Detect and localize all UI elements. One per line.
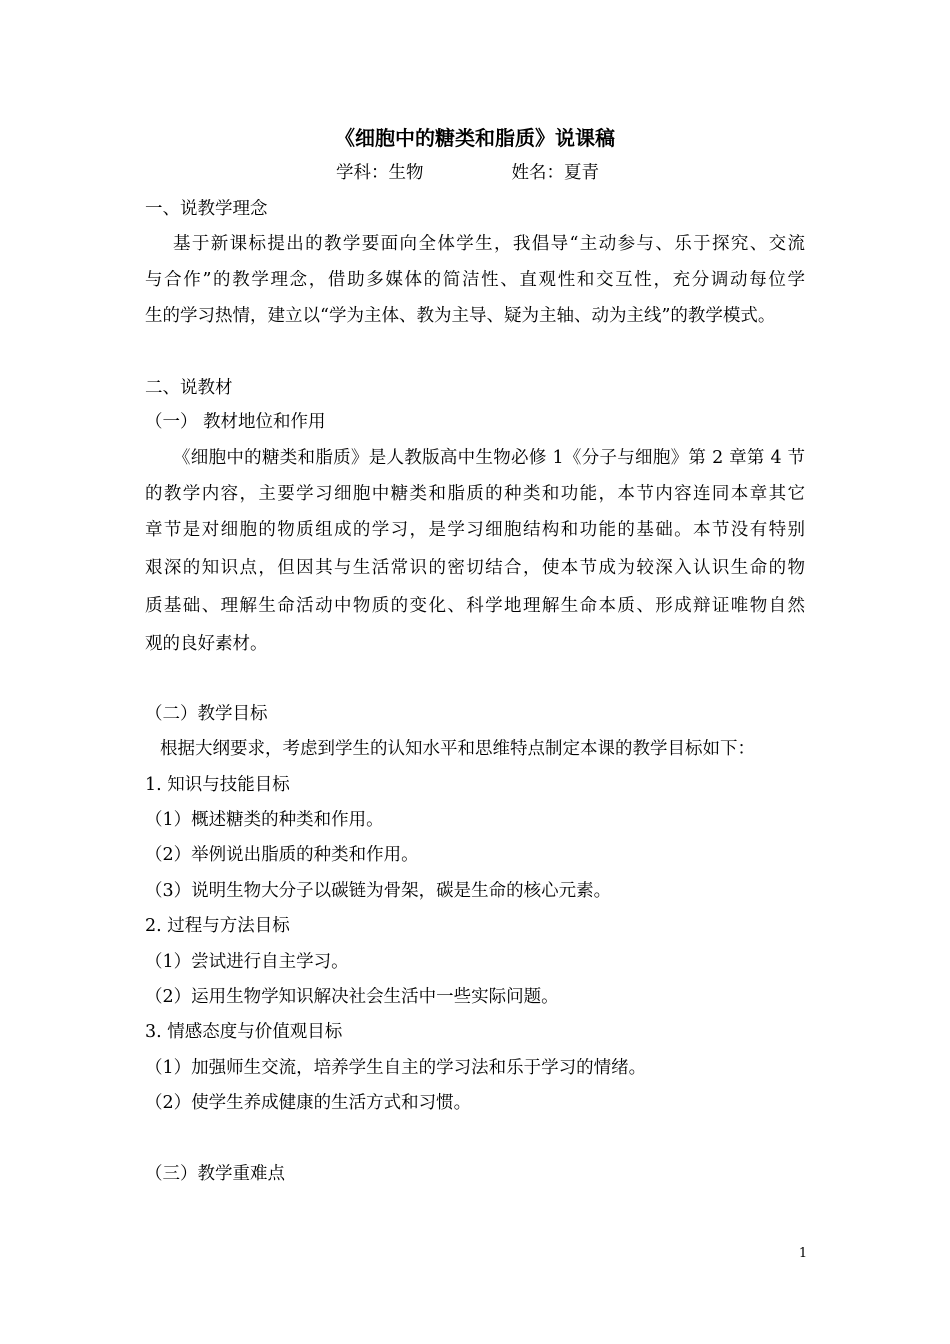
paragraph-line: 艰深的知识点，但因其与生活常识的密切结合，使本节成为较深入认识生命的物 xyxy=(145,558,805,578)
paragraph-line: 章节是对细胞的物质组成的学习，是学习细胞结构和功能的基础。本节没有特别 xyxy=(145,520,805,540)
section-heading-teaching-philosophy: 一、说教学理念 xyxy=(145,199,268,219)
page-number: 1 xyxy=(798,1246,808,1261)
goal-heading-attitude-values: 3. 情感态度与价值观目标 xyxy=(145,1022,343,1042)
goal-heading-knowledge-skills: 1. 知识与技能目标 xyxy=(145,775,290,795)
list-item: （1）加强师生交流，培养学生自主的学习法和乐于学习的情绪。 xyxy=(145,1058,647,1078)
list-item: （2）举例说出脂质的种类和作用。 xyxy=(145,845,419,865)
subject-label: 学科：生物 xyxy=(336,163,424,183)
paragraph-line: 质基础、理解生命活动中物质的变化、科学地理解生命本质、形成辩证唯物自然 xyxy=(145,596,805,616)
paragraph-line: 与合作”的教学理念，借助多媒体的简洁性、直观性和交互性，充分调动每位学 xyxy=(145,270,805,290)
list-item: （1）概述糖类的种类和作用。 xyxy=(145,810,384,830)
subsection-heading-textbook-role: （一） 教材地位和作用 xyxy=(145,412,326,432)
subsection-heading-teaching-goals: （二）教学目标 xyxy=(145,704,268,724)
list-item: （2）运用生物学知识解决社会生活中一些实际问题。 xyxy=(145,987,559,1007)
list-item: （3）说明生物大分子以碳链为骨架，碳是生命的核心元素。 xyxy=(145,881,612,901)
subsection-heading-key-difficulties: （三）教学重难点 xyxy=(145,1164,285,1184)
document-meta xyxy=(336,161,599,185)
paragraph-line: 的教学内容，主要学习细胞中糖类和脂质的种类和功能，本节内容连同本章其它 xyxy=(145,484,805,504)
paragraph-line: 生的学习热情，建立以“学为主体、教为主导、疑为主轴、动为主线”的教学模式。 xyxy=(145,306,776,326)
document-title: 《细胞中的糖类和脂质》说课稿 xyxy=(335,126,615,150)
paragraph-line: 《细胞中的糖类和脂质》是人教版高中生物必修 1《分子与细胞》第 2 章第 4 节 xyxy=(173,448,805,468)
section-heading-textbook: 二、说教材 xyxy=(145,378,233,398)
author-name-label: 姓名：夏青 xyxy=(511,163,599,183)
goal-heading-process-method: 2. 过程与方法目标 xyxy=(145,916,290,936)
list-item: （1）尝试进行自主学习。 xyxy=(145,952,349,972)
goals-intro: 根据大纲要求，考虑到学生的认知水平和思维特点制定本课的教学目标如下： xyxy=(160,739,755,759)
list-item: （2）使学生养成健康的生活方式和习惯。 xyxy=(145,1093,472,1113)
paragraph-line: 基于新课标提出的教学要面向全体学生，我倡导“主动参与、乐于探究、交流 xyxy=(173,234,805,254)
paragraph-line: 观的良好素材。 xyxy=(145,634,268,654)
